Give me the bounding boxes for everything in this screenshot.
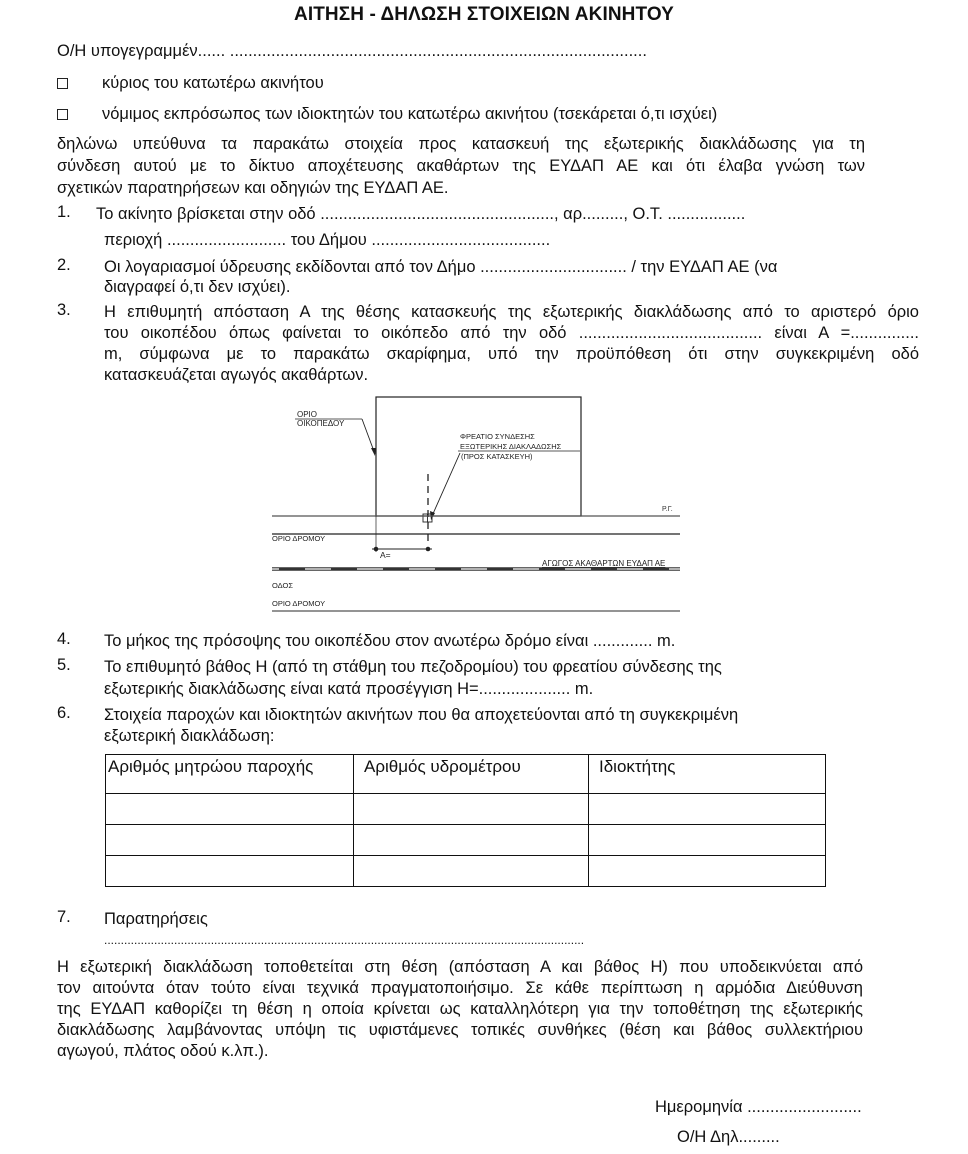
remarks-label: Παρατηρήσεις bbox=[104, 910, 208, 928]
distance-a-label: Α= bbox=[380, 550, 391, 560]
table-row bbox=[106, 856, 826, 887]
item-number-3: 3. bbox=[57, 301, 71, 319]
road-limit-bottom-label: ΟΡΙΟ ΔΡΟΜΟΥ bbox=[272, 599, 326, 608]
connection-sketch bbox=[270, 394, 680, 621]
declaration-line-3: σχετικών παρατηρήσεων και οδηγιών της ΕΥΔΑΠ ΑΕ. bbox=[57, 179, 449, 197]
option-owner[interactable] bbox=[57, 72, 324, 94]
item-3-line-3: m, σύμφωνα με το παρακάτω σκαρίφημα, υπό την προϋπόθεση ότι στην συγκεκριμένη οδό bbox=[104, 345, 919, 363]
table-cell[interactable] bbox=[354, 794, 589, 825]
table-cell[interactable] bbox=[106, 794, 354, 825]
plot-boundary-label-2: ΟΙΚΟΠΕΔΟΥ bbox=[297, 419, 345, 428]
sewer-label: ΑΓΩΓΟΣ ΑΚΑΘΑΡΤΩΝ ΕΥΔΑΠ ΑΕ bbox=[542, 559, 666, 568]
column-header-supply-register: Αριθμός μητρώου παροχής bbox=[106, 755, 354, 794]
closing-line-5: αγωγού, πλάτος οδού κ.λπ.). bbox=[57, 1042, 269, 1060]
signatory-line: Ο/Η υπογεγραμμέν...... ........................................................................................... bbox=[57, 42, 647, 60]
option-owner-label: κύριος του κατωτέρω ακινήτου bbox=[102, 74, 324, 92]
building-line-label: Ρ.Γ. bbox=[662, 506, 673, 513]
remarks-input-line[interactable]: ................................................................................................................................................ bbox=[104, 933, 585, 947]
declaration-line-2: σύνδεση αυτού με το δίκτυο αποχέτευσης ακαθάρτων της ΕΥΔΑΠ ΑΕ και ότι έλαβα γνώση των bbox=[57, 157, 865, 175]
item-3-line-4: κατασκευάζεται αγωγός ακαθάρτων. bbox=[104, 366, 369, 384]
manhole-label-2: ΕΞΩΤΕΡΙΚΗΣ ΔΙΑΚΛΑΔΩΣΗΣ bbox=[460, 442, 562, 451]
table-cell[interactable] bbox=[354, 825, 589, 856]
manhole-label-3: (ΠΡΟΣ ΚΑΤΑΣΚΕΥΗ) bbox=[461, 452, 533, 461]
owner-checkbox[interactable] bbox=[57, 78, 68, 89]
item-1-area-line[interactable]: περιοχή .......................... του Δήμου ....................................... bbox=[104, 231, 551, 249]
item-4-line[interactable]: Το μήκος της πρόσοψης του οικοπέδου στον ανωτέρω δρόμο είναι ............. m. bbox=[104, 632, 676, 650]
closing-line-1: Η εξωτερική διακλάδωση τοποθετείται στη θέση (απόσταση Α και βάθος Η) που υποδεικνύεται από bbox=[57, 958, 863, 976]
closing-line-2: τον αιτούντα όταν τούτο είναι τεχνικά πραγματοποιήσιμο. Σε κάθε περίπτωση η αρμόδια Διεύθυνση bbox=[57, 979, 863, 997]
item-6-line-1: Στοιχεία παροχών και ιδιοκτητών ακινήτων που θα αποχετεύονται από τη συγκεκριμένη bbox=[104, 706, 739, 724]
item-number-2: 2. bbox=[57, 256, 71, 274]
date-field[interactable]: Ημερομηνία ......................... bbox=[655, 1098, 862, 1116]
column-header-owner: Ιδιοκτήτης bbox=[589, 755, 826, 794]
item-number-7: 7. bbox=[57, 908, 71, 926]
connections-table bbox=[105, 754, 826, 887]
declaration-line-1: δηλώνω υπεύθυνα τα παρακάτω στοιχεία προς κατασκευή της εξωτερικής διακλάδωσης για τη bbox=[57, 135, 865, 153]
item-2-line-1[interactable]: Οι λογαριασμοί ύδρευσης εκδίδονται από τον Δήμο ................................ / την ΕΥΔΑΠ ΑΕ (να bbox=[104, 258, 778, 276]
option-representative-label: νόμιμος εκπρόσωπος των ιδιοκτητών του κατωτέρω ακινήτου (τσεκάρεται ό,τι ισχύει) bbox=[102, 105, 718, 123]
item-3-line-2[interactable]: του οικοπέδου όπως φαίνεται το οικόπεδο από την οδό ........................................ είναι Α =............... bbox=[104, 324, 919, 342]
road-label: ΟΔΟΣ bbox=[272, 581, 293, 590]
plot-boundary-label-1: ΟΡΙΟ bbox=[297, 410, 318, 419]
closing-line-4: διακλάδωσης λαμβάνοντας υπόψη τις υφιστάμενες τοπικές συνθήκες (θέση και βάθος συλλεκτήριου bbox=[57, 1021, 863, 1039]
declarant-signature-field[interactable]: Ο/Η Δηλ......... bbox=[677, 1128, 780, 1146]
item-1-address-line[interactable]: Το ακίνητο βρίσκεται στην οδό ..................................................., αρ........., Ο.Τ. ................. bbox=[96, 205, 746, 223]
document-title: ΑΙΤΗΣΗ - ΔΗΛΩΣΗ ΣΤΟΙΧΕΙΩΝ ΑΚΙΝΗΤΟΥ bbox=[294, 4, 674, 25]
table-cell[interactable] bbox=[354, 856, 589, 887]
item-5-line-2[interactable]: εξωτερικής διακλάδωσης είναι κατά προσέγγιση Η=.................... m. bbox=[104, 680, 594, 698]
item-3-line-1: Η επιθυμητή απόσταση Α της θέσης κατασκευής της εξωτερικής διακλάδωσης από το αριστερό όριο bbox=[104, 303, 919, 321]
item-6-line-2: εξωτερική διακλάδωση: bbox=[104, 727, 275, 745]
item-2-line-2: διαγραφεί ό,τι δεν ισχύει). bbox=[104, 278, 291, 296]
table-cell[interactable] bbox=[106, 856, 354, 887]
item-number-5: 5. bbox=[57, 656, 71, 674]
table-cell[interactable] bbox=[106, 825, 354, 856]
item-number-1: 1. bbox=[57, 203, 71, 221]
item-number-4: 4. bbox=[57, 630, 71, 648]
representative-checkbox[interactable] bbox=[57, 109, 68, 120]
manhole-label-1: ΦΡΕΑΤΙΟ ΣΥΝΔΕΣΗΣ bbox=[460, 432, 535, 441]
item-number-6: 6. bbox=[57, 704, 71, 722]
road-limit-top-label: ΟΡΙΟ ΔΡΟΜΟΥ bbox=[272, 534, 326, 543]
option-representative[interactable] bbox=[57, 103, 717, 125]
item-5-line-1: Το επιθυμητό βάθος Η (από τη στάθμη του πεζοδρομίου) του φρεατίου σύνδεσης της bbox=[104, 658, 722, 676]
closing-line-3: της ΕΥΔΑΠ καθορίζει τη θέση η οποία κρίνεται ως καταλληλότερη για την τοποθέτηση της εξωτερικής bbox=[57, 1000, 863, 1018]
table-row bbox=[106, 825, 826, 856]
table-header-row bbox=[106, 755, 826, 794]
table-row bbox=[106, 794, 826, 825]
table-cell[interactable] bbox=[589, 856, 826, 887]
table-cell[interactable] bbox=[589, 794, 826, 825]
table-cell[interactable] bbox=[589, 825, 826, 856]
column-header-meter-number: Αριθμός υδρομέτρου bbox=[354, 755, 589, 794]
